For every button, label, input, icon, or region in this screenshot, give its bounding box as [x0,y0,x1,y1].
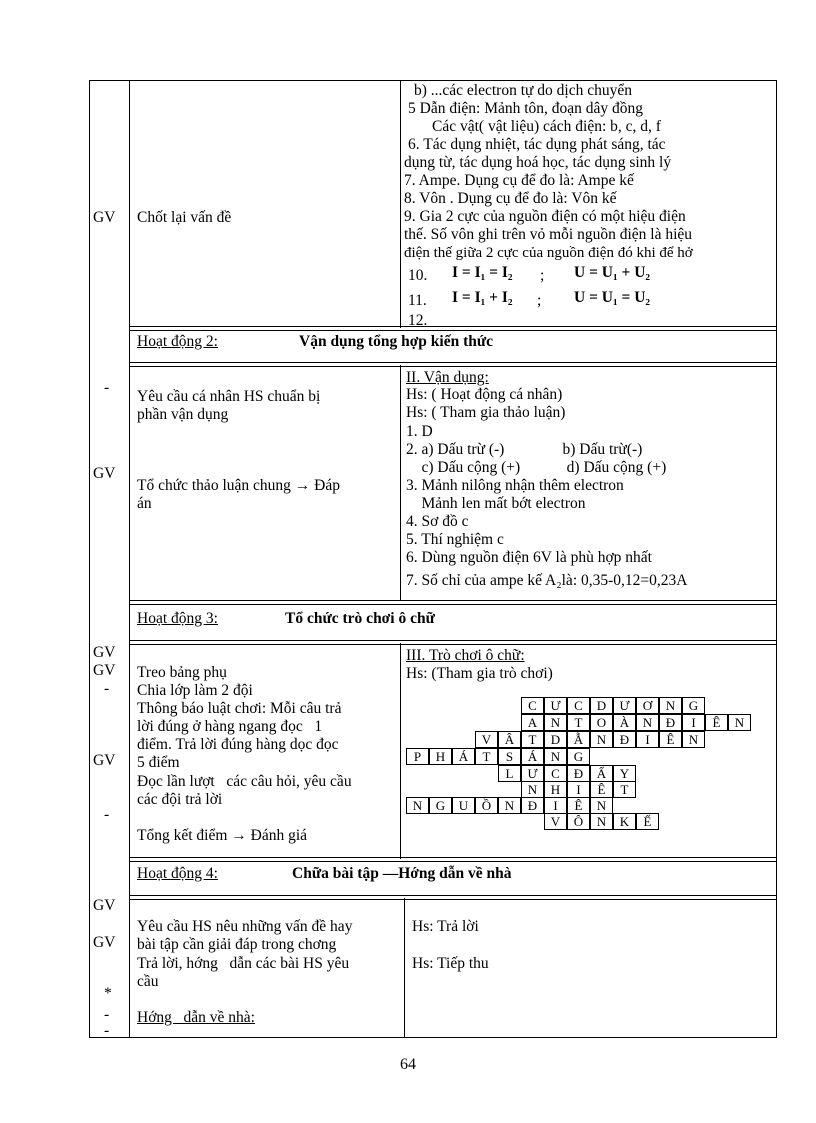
student-activity: Hs: Trả lời [412,918,479,935]
activity-label: Hoạt động 2: [137,333,218,350]
teacher-activity: lời đúng ở hàng ngang đọc 1 [137,718,323,735]
answer-line: 7. Số chỉ của ampe kế A₂là: 0,35-0,12=0,23A [406,572,688,589]
teacher-activity: Trả lời, hớng dẫn các bài HS yêu [137,955,350,972]
crossword-cell: S [498,748,521,765]
crossword-cell: Ế [636,813,659,830]
gv-label: GV [93,897,116,914]
formula-number: 12. [408,312,428,329]
crossword-cell: Ư [544,697,567,714]
crossword-cell: Ẫ [567,731,590,748]
gv-label: GV [93,934,116,951]
crossword-cell: Ê [705,714,728,731]
answer-line: 9. Gia 2 cực của nguồn điện có một hiệu điện [404,208,686,225]
crossword-cell: N [498,797,521,814]
answer-line: thế. Số vôn ghi trên vỏ mỗi nguồn điện là hiệu [404,226,693,243]
crossword-cell: G [567,748,590,765]
crossword-cell: G [429,797,452,814]
activity-title: Tổ chức trò chơi ô chữ [285,610,435,627]
teacher-activity: phần vận dụng [137,406,229,423]
teacher-activity: bài tập cần giải đáp trong chơng [137,936,337,953]
section-heading: II. Vận dụng: [406,369,489,386]
teacher-activity: Thông báo luật chơi: Mỗi câu trả [137,700,342,717]
crossword-cell: Đ [659,714,682,731]
activity-title: Vận dụng tổng hợp kiến thức [299,333,494,350]
gv-label: GV [93,209,116,226]
crossword-cell: Ư [613,697,636,714]
page-number: 64 [400,1056,416,1073]
crossword-cell: V [544,813,567,830]
answer-line: 1. D [406,423,433,440]
answer-line: dụng từ, tác dụng hoá học, tác dụng sinh lý [404,154,672,171]
teacher-activity: Yêu cầu cá nhân HS chuẩn bị [137,388,321,405]
crossword-cell: T [521,731,544,748]
formula-number: 11. [408,292,427,309]
crossword-cell: H [429,748,452,765]
teacher-activity: các đội trả lời [137,791,223,808]
crossword-cell: N [544,748,567,765]
crossword-cell: L [498,765,521,782]
crossword-cell: N [590,813,613,830]
activity-title: Chữa bài tập —Hớng dẫn về nhà [292,865,512,882]
crossword-cell: Á [452,748,475,765]
crossword-cell: Ê [567,797,590,814]
crossword-cell: I [567,781,590,798]
crossword-cell: G [682,697,705,714]
crossword-cell: D [590,697,613,714]
crossword-cell: N [659,697,682,714]
crossword-cell: Ư [521,765,544,782]
teacher-activity: Treo bảng phụ [137,664,227,681]
crossword-cell: N [521,781,544,798]
crossword-cell: H [544,781,567,798]
voltage-formula: U = U₁ = U₂ [574,289,651,306]
crossword-cell: T [613,781,636,798]
teacher-activity: cầu [137,973,159,990]
current-formula: I = I₁ = I₂ [452,264,513,281]
crossword-cell: Á [521,748,544,765]
crossword-cell: I [636,731,659,748]
formula-number: 10. [408,267,428,284]
teacher-activity: Chia lớp làm 2 đội [137,682,253,699]
answer-line: Hs: ( Tham gia thảo luận) [406,404,566,421]
crossword-cell: Ơ [636,697,659,714]
formula-separator: ; [537,292,542,309]
gv-label: GV [93,465,116,482]
activity-label: Hoạt động 4: [137,865,218,882]
answer-line: Hs: ( Hoạt động cá nhân) [406,386,563,403]
crossword-cell: C [567,697,590,714]
answer-line: 6. Tác dụng nhiệt, tác dụng phát sáng, tác [408,136,666,153]
crossword-cell: À [613,714,636,731]
teacher-activity: án [137,495,152,512]
teacher-activity: điểm. Trả lời đúng hàng dọc đọc [137,736,339,753]
crossword-cell: Đ [567,765,590,782]
answer-line: điện thế giữa 2 cực của nguồn điện đó khi để hở [404,245,693,261]
crossword-cell: N [544,714,567,731]
crossword-cell: Ồ [475,797,498,814]
answer-line: 5 Dẫn điện: Mảnh tôn, đoạn dây đồng [408,100,644,117]
crossword-cell: Đ [521,797,544,814]
answer-line: 3. Mảnh nilông nhận thêm electron [406,477,624,494]
dash-label: - [104,1006,110,1023]
gv-label: GV [93,662,116,679]
activity-heading [137,333,737,353]
crossword-cell: I [544,797,567,814]
crossword-cell: Ê [590,781,613,798]
crossword-cell: P [406,748,429,765]
dash-label: - [104,379,110,396]
crossword-cell: T [567,714,590,731]
crossword-cell: U [452,797,475,814]
teacher-activity: Chốt lại vấn đề [137,209,232,226]
student-activity: Hs: Tiếp thu [412,955,489,972]
crossword-cell: C [521,697,544,714]
answer-line: Các vật( vật liệu) cách điện: b, c, d, f [432,118,661,135]
section-heading: III. Trò chơi ô chữ: [406,647,525,664]
crossword-cell: Ẩ [590,765,613,782]
answer-line: 5. Thí nghiệm c [406,531,504,548]
teacher-activity: 5 điểm [137,754,180,771]
answer-line: 2. a) Dấu trừ (-) b) Dấu trừ(-) [406,441,643,458]
answer-line: 7. Ampe. Dụng cụ để đo là: Ampe kế [404,172,634,189]
answer-line: c) Dấu cộng (+) d) Dấu cộng (+) [406,459,667,476]
answer-line: 4. Sơ đồ c [406,513,469,530]
crossword-cell: N [590,731,613,748]
crossword-cell: I [682,714,705,731]
crossword-cell: Y [613,765,636,782]
crossword-cell: Đ [613,731,636,748]
teacher-activity: Tổng kết điểm → Đánh giá [137,827,308,844]
activity-heading [137,865,737,885]
answer-line: b) ...các electron tự do dịch chuyển [414,82,632,99]
teacher-activity: Yêu cầu HS nêu những vấn đề hay [137,918,353,935]
crossword-cell: D [544,731,567,748]
dash-label: - [104,680,110,697]
crossword-cell: O [590,714,613,731]
crossword-cell: Â [498,731,521,748]
crossword-cell: T [475,748,498,765]
crossword-cell: Ê [659,731,682,748]
teacher-activity: Hớng dẫn về nhà: [137,1009,255,1026]
gv-label: GV [93,752,116,769]
star-label: * [104,985,112,1002]
crossword-cell: N [728,714,751,731]
crossword-cell: N [590,797,613,814]
formula-separator: ; [540,267,545,284]
crossword-cell: A [521,714,544,731]
crossword-cell: N [682,731,705,748]
voltage-formula: U = U₁ + U₂ [574,264,651,281]
crossword-cell: Ô [567,813,590,830]
answer-line: Mảnh len mất bớt electron [406,495,586,512]
teacher-activity: Tổ chức thảo luận chung → Đáp [137,477,340,494]
crossword-cell: K [613,813,636,830]
answer-line: 8. Vôn . Dụng cụ để đo là: Vôn kế [404,190,617,207]
dash-label: - [104,806,110,823]
answer-line: 6. Dùng nguồn điện 6V là phù hợp nhất [406,549,652,566]
dash-label: - [104,1022,110,1039]
crossword-cell: N [636,714,659,731]
crossword-cell: N [406,797,429,814]
student-activity: Hs: (Tham gia trò chơi) [406,665,553,682]
teacher-activity: Đọc lần lượt các câu hỏi, yêu cầu [137,773,352,790]
activity-heading [137,610,737,630]
crossword-cell: V [475,731,498,748]
crossword-cell: C [544,765,567,782]
gv-label: GV [93,644,116,661]
activity-label: Hoạt động 3: [137,610,218,627]
current-formula: I = I₁ + I₂ [452,289,513,306]
